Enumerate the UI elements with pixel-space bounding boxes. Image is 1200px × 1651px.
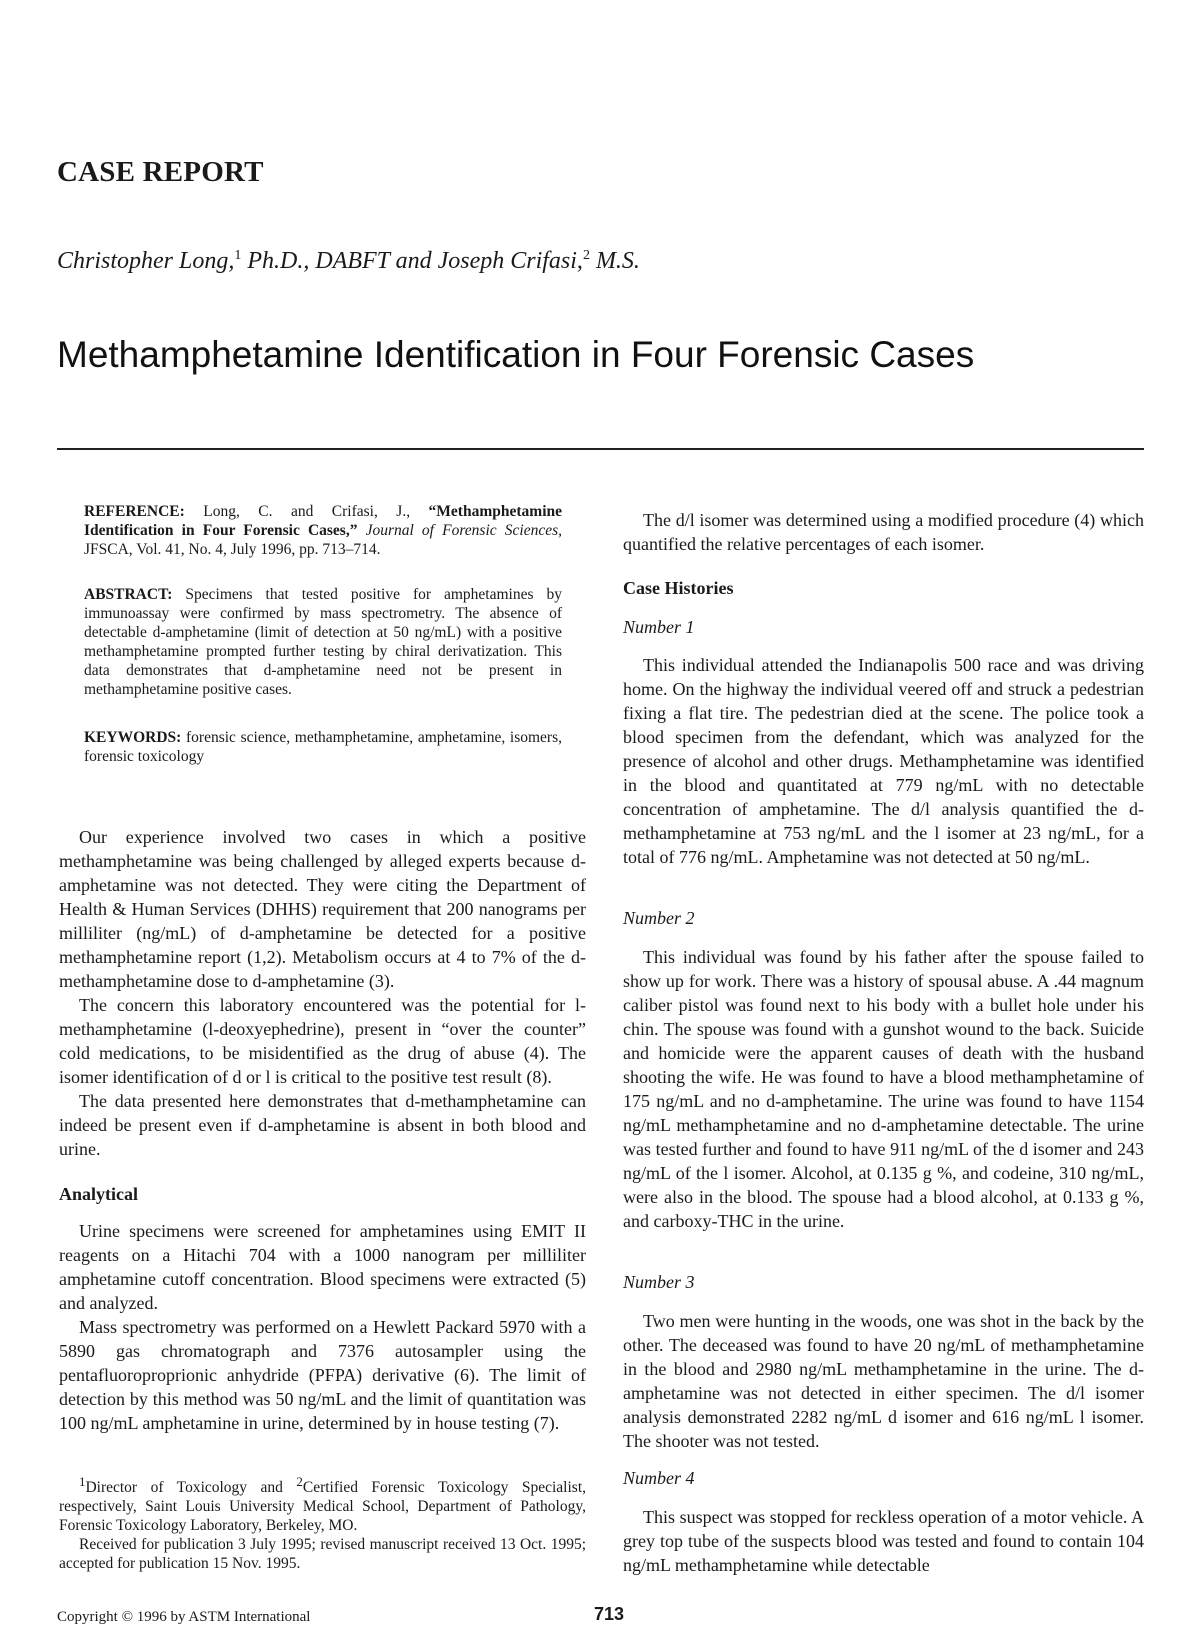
abstract-text: Specimens that tested positive for amphetamines by immunoassay were confirmed by mass spectrometry. The absence of detectable d-amphetamine (limit of detection at 50 ng/mL) with a positive methamphetamine prompted further testing by chiral derivatization. This data demonstrates that d-amphetamine need not be present in methamphetamine positive cases. bbox=[84, 586, 562, 698]
intro-paragraph: Our experience involved two cases in which a positive methamphetamine was being challenged by alleged experts because d-amphetamine was not detected. They were citing the Department of Health & Human Services (DHHS) requirement that 200 nanograms per milliliter (ng/mL) of d-amphetamine be detected for a positive methamphetamine report (1,2). Metabolism occurs at 4 to 7% of the d-methamphetamine dose to d-amphetamine (3). bbox=[59, 827, 586, 991]
introduction bbox=[59, 825, 586, 1161]
article-title: Methamphetamine Identification in Four Forensic Cases bbox=[57, 334, 975, 375]
affiliation-footnote bbox=[59, 1472, 586, 1535]
case-paragraph: This individual attended the Indianapolis 500 race and was driving home. On the highway the individual veered off and struck a pedestrian fixing a flat tire. The pedestrian died at the scene. The police took a blood specimen from the defendant, which was analyzed for the presence of alcohol and other drugs. Methamphetamine was identified in the blood and quantitated at 779 ng/mL with no detectable concentration of amphetamine. The d/l analysis quantified the d-methamphetamine at 753 ng/mL and the l isomer at 23 ng/mL, for a total of 776 ng/mL. Amphetamine was not detected at 50 ng/mL. bbox=[623, 655, 1144, 867]
author-1-affiliation-mark: 1 bbox=[234, 248, 242, 263]
case-1-heading: Number 1 bbox=[623, 617, 695, 637]
reference-citation: JFSCA, Vol. 41, No. 4, July 1996, pp. 713–714. bbox=[84, 541, 381, 558]
case-histories-heading: Case Histories bbox=[623, 578, 734, 598]
analytical-section-continued bbox=[623, 508, 1144, 556]
reference-authors: Long, C. and Crifasi, J., bbox=[184, 503, 429, 520]
analytical-heading: Analytical bbox=[59, 1184, 138, 1204]
analytical-section bbox=[59, 1219, 586, 1435]
reference-title: “Methamphetamine Identification in Four Forensic Cases,” bbox=[84, 503, 562, 539]
reference-journal: Journal of Forensic Sciences, bbox=[357, 522, 562, 539]
keywords-label: KEYWORDS: bbox=[84, 729, 182, 746]
case-2-body bbox=[623, 945, 1144, 1233]
received-footnote: Received for publication 3 July 1995; revised manuscript received 13 Oct. 1995; accepted for publication 15 Nov. 1995. bbox=[59, 1536, 586, 1573]
case-3-heading: Number 3 bbox=[623, 1272, 695, 1292]
section-label: CASE REPORT bbox=[57, 156, 264, 188]
case-4-body bbox=[623, 1505, 1144, 1577]
analytical-paragraph: Mass spectrometry was performed on a Hewlett Packard 5970 with a 5890 gas chromatograph and 7376 autosampler using the pentafluoroproprionic anhydride (PFPA) derivative (6). The limit of detection by this method was 50 ng/mL and the limit of quantitation was 100 ng/mL amphetamine in urine, determined by in house testing (7). bbox=[59, 1317, 586, 1433]
case-paragraph: This suspect was stopped for reckless operation of a motor vehicle. A grey top tube of the suspects blood was tested and found to contain 104 ng/mL methamphetamine while detectable bbox=[623, 1507, 1144, 1575]
intro-paragraph: The data presented here demonstrates that d-methamphetamine can indeed be present even if d-amphetamine is absent in both blood and urine. bbox=[59, 1091, 586, 1159]
footnote-affiliation: Certified Forensic Toxicology Specialist, respectively, Saint Louis University Medical School, Department of Pathology, Forensic Toxicology Laboratory, Berkeley, MO. bbox=[59, 1479, 587, 1535]
author-1-name: Christopher Long, bbox=[57, 248, 235, 274]
copyright-notice: Copyright © 1996 by ASTM International bbox=[57, 1609, 311, 1625]
reference-label: REFERENCE: bbox=[84, 503, 185, 520]
author-2-credentials: M.S. bbox=[589, 248, 640, 274]
abstract-label: ABSTRACT: bbox=[84, 586, 173, 603]
footnote-mark-2: 2 bbox=[296, 1474, 303, 1489]
footnote-mark-1: 1 bbox=[79, 1474, 86, 1489]
intro-paragraph: The concern this laboratory encountered was the potential for l-methamphetamine (l-deoxyephedrine), present in “over the counter” cold medications, to be misidentified as the drug of abuse (4). The isomer identification of d or l is critical to the positive test result (8). bbox=[59, 995, 586, 1087]
author-2-affiliation-mark: 2 bbox=[582, 248, 590, 263]
reference-block bbox=[84, 502, 562, 559]
title-divider bbox=[57, 448, 1144, 450]
footnote-role: Director of Toxicology and bbox=[85, 1479, 297, 1497]
abstract-block bbox=[84, 585, 562, 699]
analytical-paragraph: The d/l isomer was determined using a modified procedure (4) which quantified the relative percentages of each isomer. bbox=[623, 510, 1144, 554]
keywords-text: forensic science, methamphetamine, amphetamine, isomers, forensic toxicology bbox=[84, 729, 562, 765]
keywords-block bbox=[84, 728, 562, 766]
author-line bbox=[57, 248, 640, 275]
case-3-body bbox=[623, 1309, 1144, 1453]
author-credentials: Ph.D., DABFT and Joseph Crifasi, bbox=[241, 248, 583, 274]
case-paragraph: This individual was found by his father after the spouse failed to show up for work. There was a history of spousal abuse. A .44 magnum caliber pistol was found next to his body with a bullet hole under his chin. The spouse was found with a gunshot wound to the back. Suicide and homicide were the apparent causes of death with the husband shooting the wife. He was found to have a blood methamphetamine of 175 ng/mL and no d-amphetamine. The urine was found to have 1154 ng/mL methamphetamine and no d-amphetamine detectable. The urine was tested further and found to have 911 ng/mL of the d isomer and 243 ng/mL of the l isomer. Alcohol, at 0.135 g %, and codeine, 310 ng/mL, were also in the blood. The spouse had a blood alcohol, at 0.133 g %, and carboxy-THC in the urine. bbox=[623, 947, 1144, 1231]
case-paragraph: Two men were hunting in the woods, one was shot in the back by the other. The deceased was found to have 20 ng/mL of methamphetamine in the blood and 2980 ng/mL methamphetamine in the urine. The d-amphetamine was not detected in either specimen. The d/l isomer analysis demonstrated 2282 ng/mL d isomer and 616 ng/mL l isomer. The shooter was not tested. bbox=[623, 1311, 1144, 1451]
footnotes bbox=[59, 1472, 586, 1573]
case-1-body bbox=[623, 653, 1144, 869]
analytical-paragraph: Urine specimens were screened for amphetamines using EMIT II reagents on a Hitachi 704 with a 1000 nanogram per milliliter amphetamine cutoff concentration. Blood specimens were extracted (5) and analyzed. bbox=[59, 1221, 586, 1313]
page-number: 713 bbox=[594, 1604, 625, 1624]
case-2-heading: Number 2 bbox=[623, 908, 695, 928]
case-4-heading: Number 4 bbox=[623, 1468, 695, 1488]
